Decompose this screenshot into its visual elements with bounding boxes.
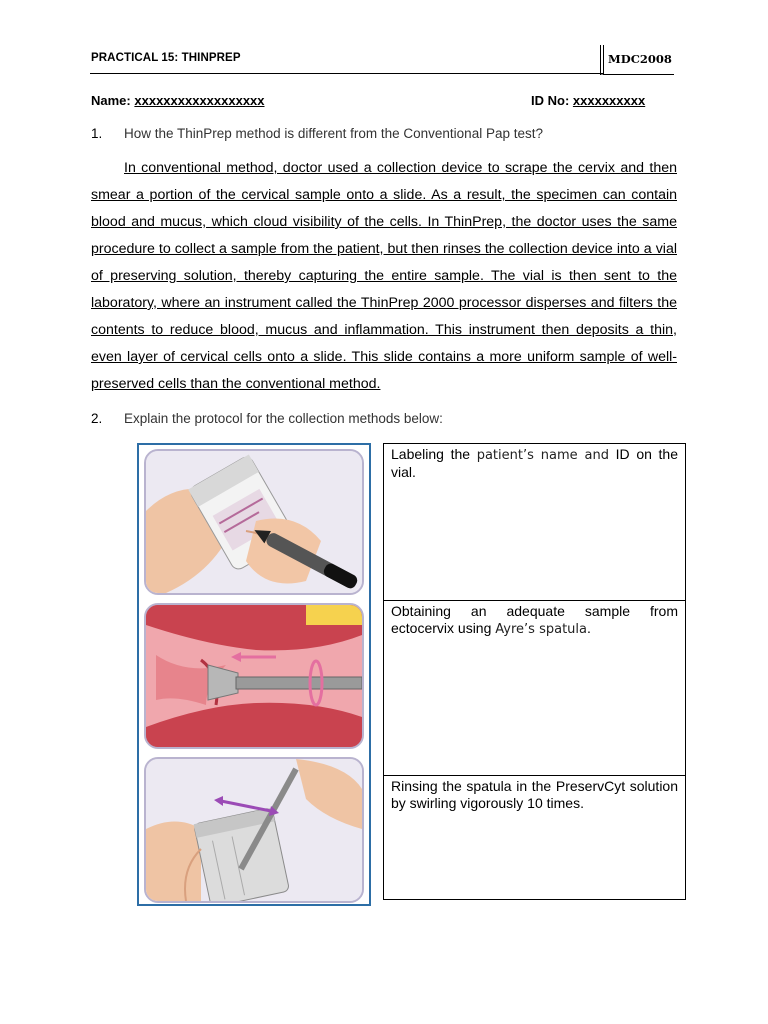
name-value: xxxxxxxxxxxxxxxxxx — [134, 93, 265, 108]
page-header-title: PRACTICAL 15: THINPREP — [91, 52, 241, 64]
table-row — [384, 444, 686, 601]
step-2-text-c: . — [587, 620, 591, 636]
question-2-text: Explain the protocol for the collection methods below: — [124, 411, 443, 426]
step-1-text-c: ID on the vial. — [391, 446, 679, 480]
spatula-sampling-illustration — [144, 603, 364, 749]
header-divider — [90, 73, 604, 74]
question-2-number: 2. — [91, 411, 103, 426]
step-3-text-a: Rinsing the spatula in the PreservCyt solution by swirling vigorously 10 times. — [391, 778, 678, 811]
name-row — [91, 93, 265, 108]
course-code: MDC2008 — [608, 52, 672, 66]
collection-illustrations — [137, 443, 371, 906]
table-row — [384, 601, 686, 776]
id-row — [531, 93, 645, 108]
id-value: xxxxxxxxxx — [572, 93, 646, 108]
step-2-text-b: Ayre’s spatula — [495, 622, 587, 637]
step-3-cell — [384, 776, 686, 900]
question-1-number: 1. — [91, 126, 103, 141]
labeling-vial-illustration — [144, 449, 364, 595]
id-label: ID No: — [531, 93, 570, 108]
question-1-text: How the ThinPrep method is different from the Conventional Pap test? — [124, 126, 543, 141]
rinsing-spatula-illustration — [144, 757, 364, 903]
question-1-answer: In conventional method, doctor used a collection device to scrape the cervix and then smear a portion of the cervical sample onto a slide. As a result, the specimen can contain blood and mucus, which cloud visibility of the cells. In ThinPrep, the doctor uses the same procedure to collect a sample from the patient, but then rinses the collection device into a vial of preserving solution, thereby capturing the entire sample. The vial is then sent to the laboratory, where an instrument called the ThinPrep 2000 processor disperses and filters the contents to reduce blood, mucus and inflammation. This instrument then deposits a thin, even layer of cervical cells onto a slide. This slide contains a more uniform sample of well-preserved cells than the conventional method. — [91, 160, 677, 392]
step-1-text-a: Labeling the — [391, 446, 477, 462]
step-2-cell — [384, 601, 686, 776]
step-2-text-a: Obtaining an adequate sample from ectocervix using — [391, 603, 678, 636]
name-label: Name: — [91, 93, 131, 108]
table-row — [384, 776, 686, 900]
step-1-cell — [384, 444, 686, 601]
protocol-steps-table — [383, 443, 686, 900]
step-1-text-b: patient’s name and — [476, 448, 610, 463]
